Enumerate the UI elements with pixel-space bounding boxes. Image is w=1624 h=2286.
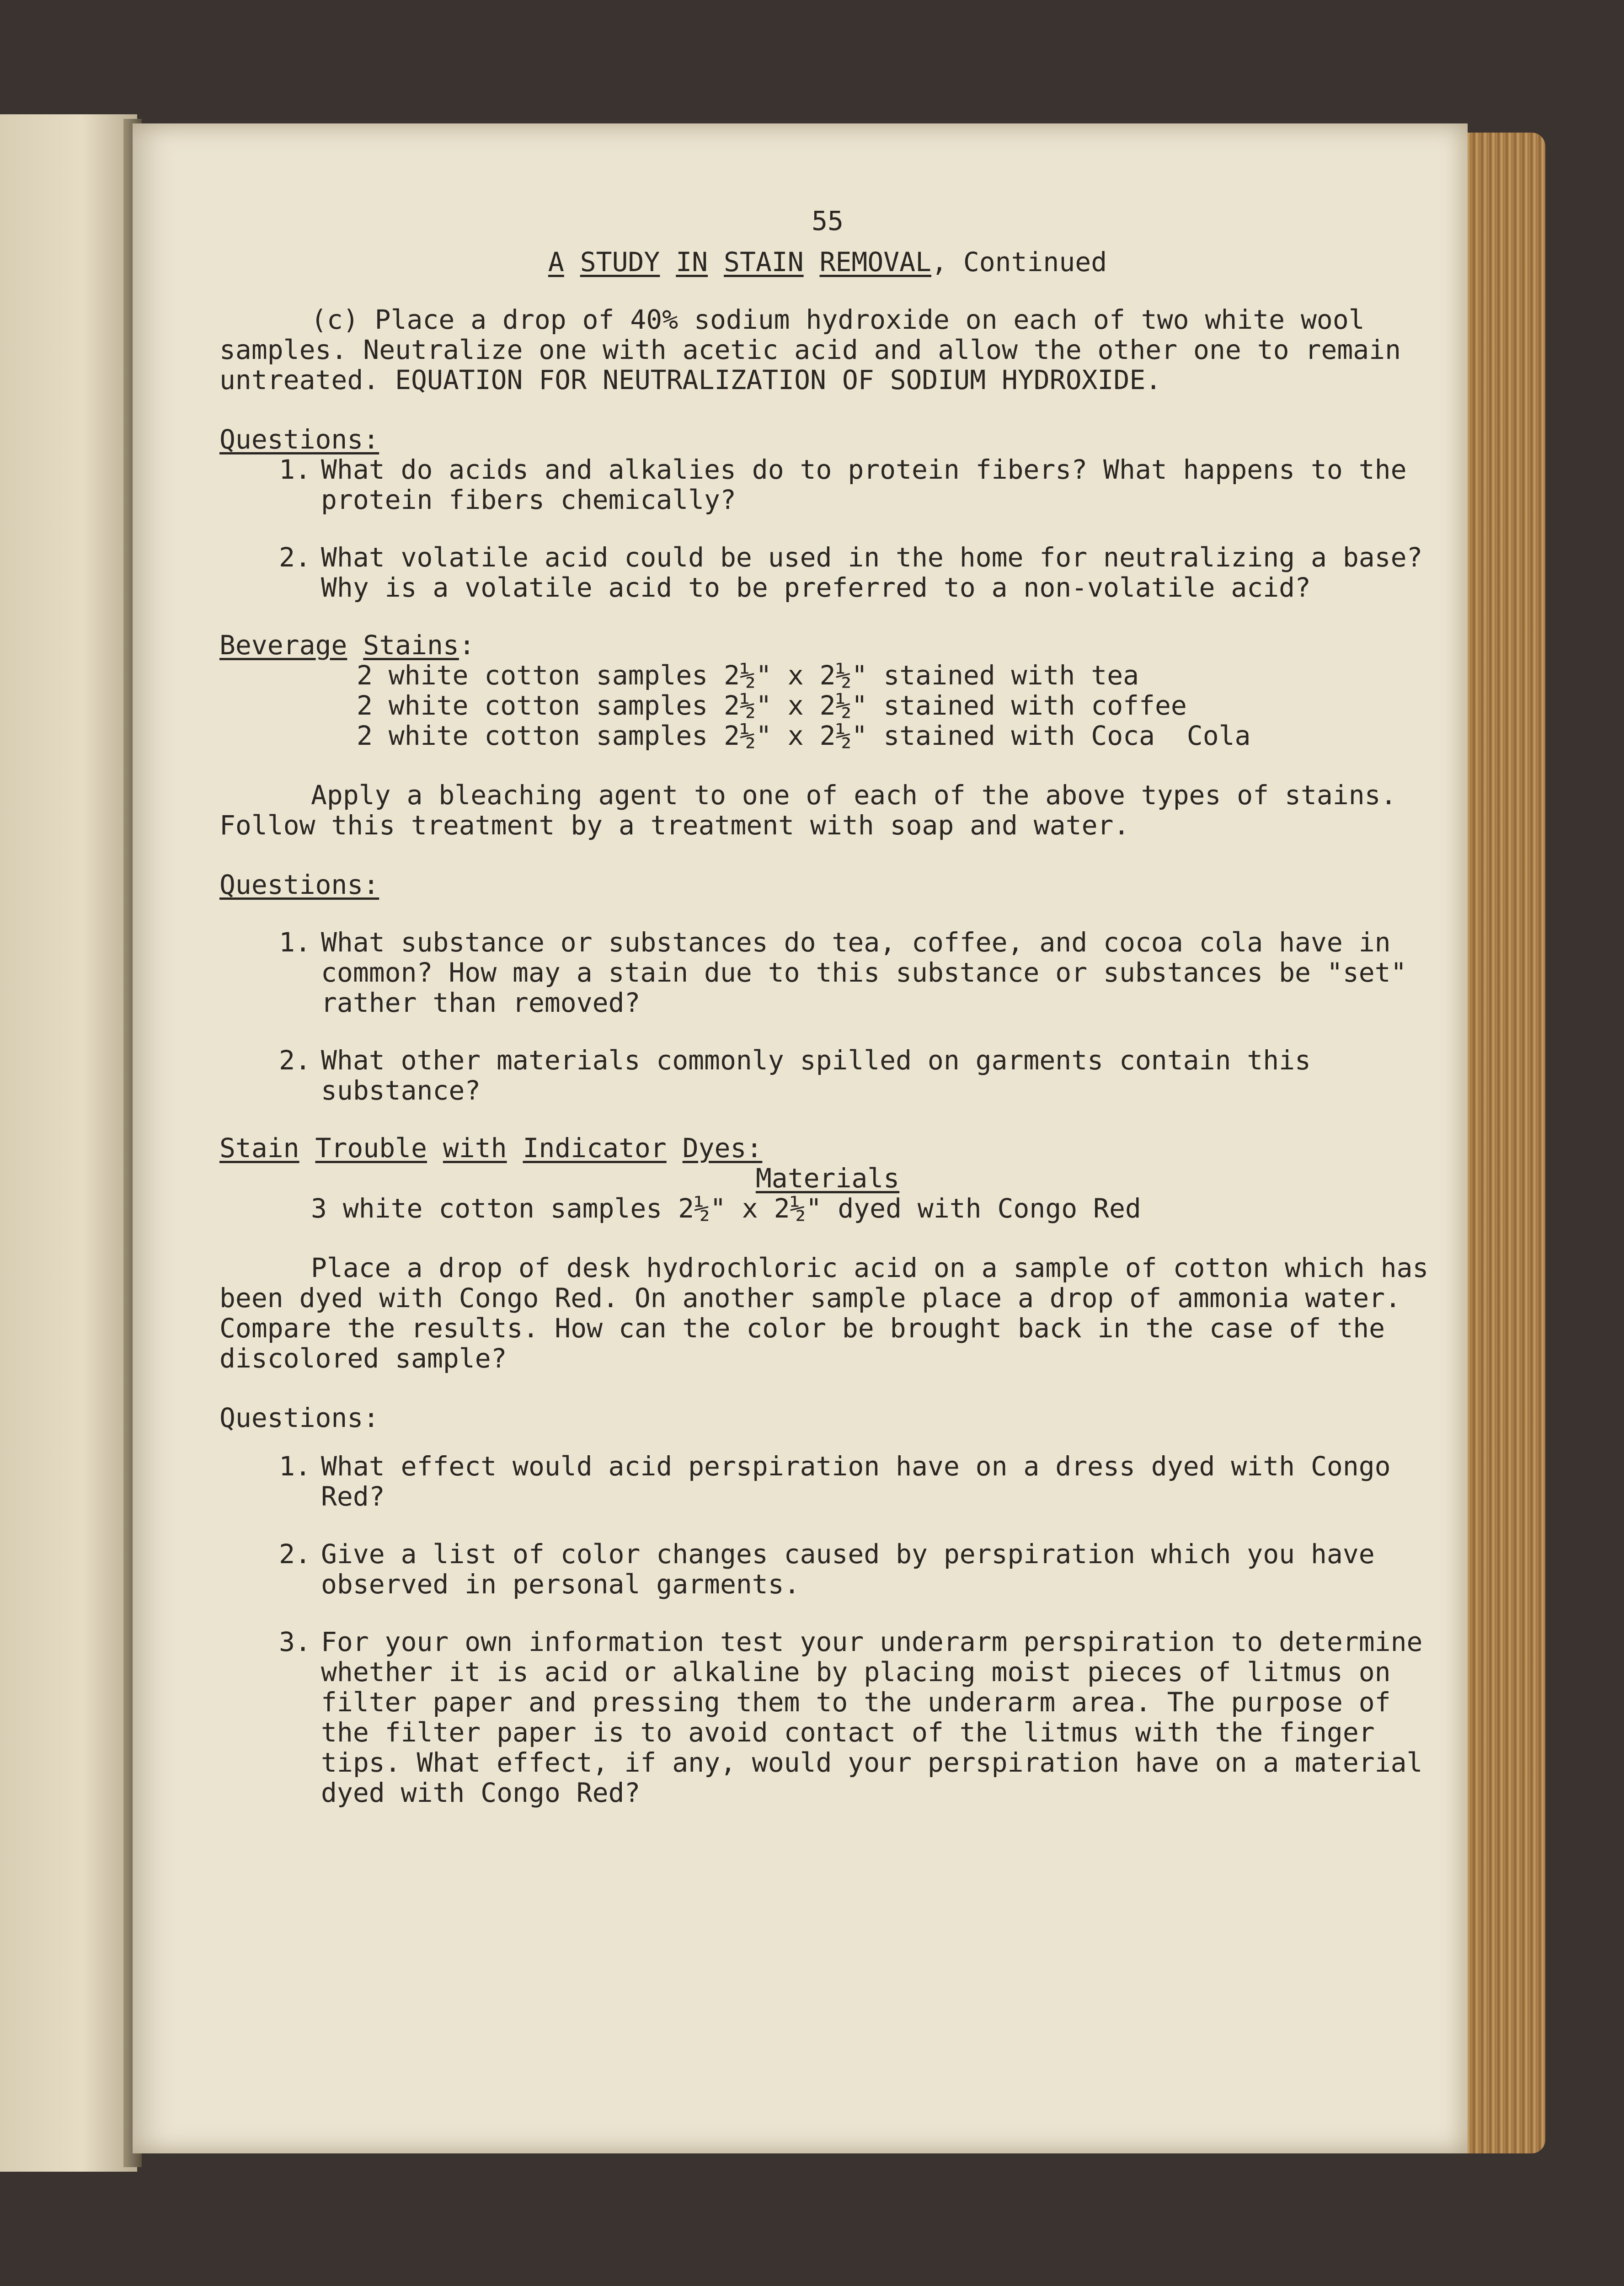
heading-word: Indicator — [523, 1132, 667, 1164]
question-number: 1. — [279, 454, 311, 485]
heading-word: with — [443, 1132, 507, 1164]
book-page — [133, 123, 1468, 2153]
question-item — [219, 927, 1436, 1018]
question-number: 1. — [279, 1451, 311, 1482]
questions-section-2 — [219, 870, 1436, 1106]
page-content — [219, 205, 1445, 1835]
heading-word: Stain — [219, 1132, 299, 1164]
question-text: What other materials commonly spilled on garments contain this substance? — [321, 1045, 1311, 1106]
question-number: 3. — [279, 1626, 311, 1657]
heading-colon: : — [459, 630, 475, 661]
title-word: STAIN — [724, 246, 804, 278]
sample-line: 2 white cotton samples 2½" x 2½" stained with tea — [357, 660, 1139, 691]
questions-section-1 — [219, 424, 1436, 603]
title-word: A — [548, 246, 564, 278]
question-item — [219, 542, 1436, 603]
question-text: For your own information test your underarm perspiration to determine whether it is acid or alkaline by placing moist pieces of litmus on filter paper and pressing them to the underarm area. The purpose of the filter paper is to avoid contact of the litmus with the finger tips. What effect, if any, would your perspiration have on a material dyed with Congo Red? — [321, 1626, 1423, 1808]
sample-line: 2 white cotton samples 2½" x 2½" stained with coffee — [357, 690, 1187, 721]
questions-heading: Questions: — [219, 1402, 379, 1433]
questions-heading: Questions: — [219, 869, 379, 900]
question-number: 2. — [279, 542, 311, 573]
page-edges — [1463, 133, 1545, 2153]
beverage-instruction: Apply a bleaching agent to one of each of the above types of stains. Follow this treatment by a treatment with soap and water. — [219, 780, 1413, 841]
heading-word: Dyes: — [682, 1132, 763, 1164]
question-text: What substance or substances do tea, coffee, and cocoa cola have in common? How may a stain due to this substance or substances be "set" rather than removed? — [321, 927, 1407, 1018]
question-number: 2. — [279, 1045, 311, 1076]
intro-paragraph: (c) Place a drop of 40% sodium hydroxide on each of two white wool samples. Neutralize one with acetic acid and allow the other one to remain untreated. EQUATION FOR NEUTRALIZATION OF SODIUM HYDROXIDE. — [219, 304, 1417, 395]
page-number: 55 — [812, 205, 844, 236]
title-word: STUDY — [580, 246, 660, 278]
heading-word: Stains — [363, 630, 459, 661]
sample-line: 2 white cotton samples 2½" x 2½" stained with Coca Cola — [357, 720, 1251, 751]
indicator-instruction: Place a drop of desk hydrochloric acid on a sample of cotton which has been dyed with Congo Red. On another sample place a drop of ammonia water. Compare the results. How can the color be brought back in the case of the discolored sample? — [219, 1252, 1445, 1374]
heading-word: Beverage — [219, 630, 347, 661]
question-item — [219, 1627, 1436, 1808]
questions-section-3 — [219, 1403, 1436, 1808]
title-word: REMOVAL — [819, 246, 931, 278]
question-item — [219, 1045, 1436, 1106]
question-text: What effect would acid perspiration have on a dress dyed with Congo Red? — [321, 1451, 1391, 1512]
page-title — [219, 247, 1436, 277]
question-text: What do acids and alkalies do to protein fibers? What happens to the protein fibers chemically? — [321, 454, 1407, 515]
questions-heading: Questions: — [219, 424, 379, 455]
title-suffix: , Continued — [931, 246, 1107, 278]
question-number: 1. — [279, 927, 311, 958]
question-item — [219, 1451, 1436, 1512]
question-item — [219, 454, 1436, 515]
question-item — [219, 1539, 1436, 1599]
question-text: What volatile acid could be used in the home for neutralizing a base? Why is a volatile acid to be preferred to a non-volatile acid? — [321, 542, 1423, 603]
beverage-heading — [219, 630, 1436, 660]
heading-word: Trouble — [315, 1132, 427, 1164]
title-word: IN — [676, 246, 708, 278]
indicator-heading — [219, 1133, 1436, 1163]
materials-heading: Materials — [755, 1163, 900, 1194]
indicator-dyes-section — [219, 1132, 1445, 1374]
question-number: 2. — [279, 1538, 311, 1570]
facing-page — [0, 114, 137, 2172]
question-text: Give a list of color changes caused by perspiration which you have observed in personal garments. — [321, 1538, 1375, 1600]
materials-line: 3 white cotton samples 2½" x 2½" dyed with Congo Red — [311, 1193, 1141, 1224]
beverage-stains-section — [219, 630, 1436, 840]
materials-heading-row — [219, 1163, 1436, 1193]
